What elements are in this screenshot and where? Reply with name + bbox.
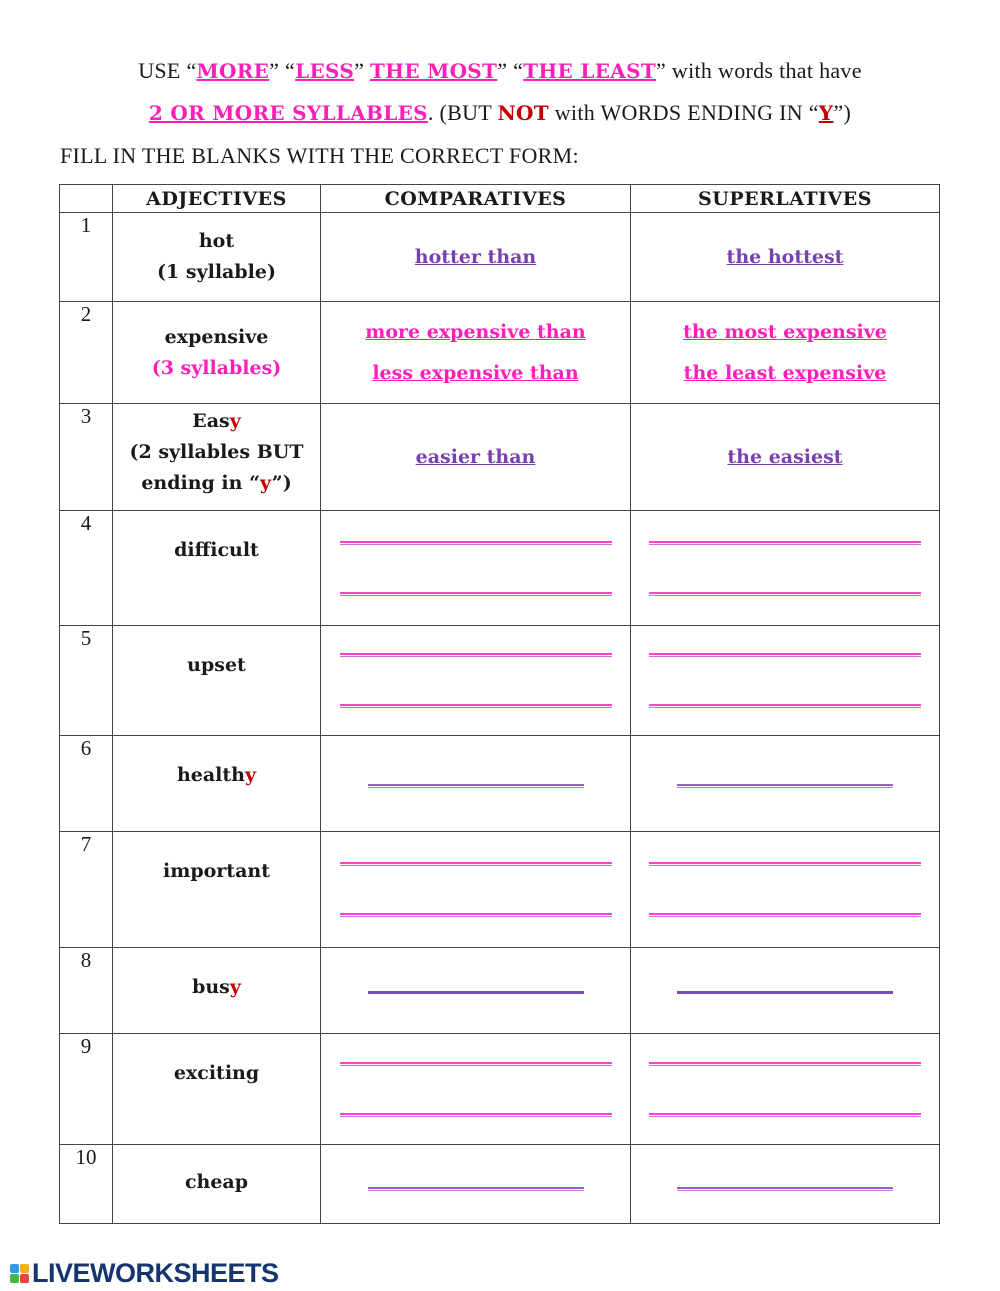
syllable-note: (1 syllable) <box>157 261 276 283</box>
adjective: busy <box>192 976 241 998</box>
comparative-cell <box>321 1145 631 1224</box>
adjective: important <box>163 860 270 882</box>
superlative-answer: the easiest <box>727 445 843 468</box>
comparative-blank-2[interactable] <box>340 592 612 596</box>
comparative-blank[interactable] <box>368 991 584 994</box>
comparative-answer: more expensive than <box>365 320 586 343</box>
logo-icon <box>10 1264 29 1283</box>
superlative-blank[interactable] <box>677 1187 893 1191</box>
table-row <box>60 302 940 404</box>
superlative-cell <box>631 1145 940 1224</box>
comparative-blank-2[interactable] <box>340 1113 612 1117</box>
comparative-blank-2[interactable] <box>340 704 612 708</box>
comparative-answer: hotter than <box>414 245 537 268</box>
row-number: 10 <box>60 1145 113 1224</box>
superlative-cell <box>631 404 940 511</box>
header-adjectives: ADJECTIVES <box>113 185 321 213</box>
keyword-the-most: THE MOST <box>369 59 498 83</box>
adjective: upset <box>187 654 246 676</box>
header-superlatives: SUPERLATIVES <box>631 185 940 213</box>
superlative-blank-2[interactable] <box>649 592 921 596</box>
row-number: 9 <box>60 1034 113 1145</box>
adjective: expensive <box>164 325 269 348</box>
comparative-cell <box>321 404 631 511</box>
superlative-cell <box>631 213 940 302</box>
adjective-cell <box>113 213 321 302</box>
adjective-cell <box>113 832 321 948</box>
adjective: Easy <box>192 410 241 432</box>
superlative-answer: the least expensive <box>683 361 887 384</box>
row-number: 6 <box>60 736 113 832</box>
adjective-cell <box>113 511 321 626</box>
comparative-cell <box>321 511 631 626</box>
comparative-cell <box>321 626 631 736</box>
comparative-cell <box>321 302 631 404</box>
adjective-cell <box>113 626 321 736</box>
comparative-cell <box>321 736 631 832</box>
row-number: 3 <box>60 404 113 511</box>
adjective: difficult <box>174 539 259 561</box>
comparative-blank[interactable] <box>368 784 584 788</box>
syllable-note: (2 syllables BUT <box>129 441 304 463</box>
superlative-answer: the most expensive <box>683 320 887 343</box>
adjective-cell <box>113 736 321 832</box>
superlative-cell <box>631 626 940 736</box>
table-row <box>60 832 940 948</box>
comparative-cell <box>321 213 631 302</box>
keyword-y: Y <box>818 101 834 125</box>
superlative-blank[interactable] <box>677 991 893 994</box>
superlative-cell <box>631 511 940 626</box>
table-row <box>60 213 940 302</box>
keyword-not: NOT <box>497 101 549 125</box>
adjective-cell <box>113 302 321 404</box>
row-number: 1 <box>60 213 113 302</box>
adjective: cheap <box>184 1171 249 1193</box>
syllable-note: ending in “y”) <box>141 472 292 494</box>
row-number: 2 <box>60 302 113 404</box>
row-number: 4 <box>60 511 113 626</box>
adjective: healthy <box>176 764 257 786</box>
table-row <box>60 736 940 832</box>
superlative-cell <box>631 302 940 404</box>
table-row <box>60 626 940 736</box>
fill-instruction: FILL IN THE BLANKS WITH THE CORRECT FORM: <box>60 143 579 168</box>
keyword-syllables: 2 OR MORE SYLLABLES <box>148 101 428 125</box>
adjective-cell <box>113 948 321 1034</box>
superlative-cell <box>631 1034 940 1145</box>
comparative-answer: easier than <box>415 445 536 468</box>
adjective: exciting <box>173 1062 260 1084</box>
header-num <box>60 185 113 213</box>
superlative-cell <box>631 948 940 1034</box>
header-comparatives: COMPARATIVES <box>321 185 631 213</box>
superlative-blank-2[interactable] <box>649 913 921 917</box>
comparative-cell <box>321 948 631 1034</box>
comparative-cell <box>321 832 631 948</box>
superlative-blank[interactable] <box>677 784 893 788</box>
instruction-line-1: USE “MORE” “LESS” THE MOST” “THE LEAST” with words that have <box>138 58 862 83</box>
superlative-blank-2[interactable] <box>649 1113 921 1117</box>
table-row <box>60 404 940 511</box>
table-row <box>60 1145 940 1224</box>
superlative-blank-2[interactable] <box>649 704 921 708</box>
table-row <box>60 1034 940 1145</box>
adjective-cell <box>113 1034 321 1145</box>
logo-text: LIVEWORKSHEETS <box>32 1257 279 1288</box>
comparative-blank-2[interactable] <box>340 913 612 917</box>
superlative-cell <box>631 832 940 948</box>
superlative-answer: the hottest <box>726 245 844 268</box>
adjective: hot <box>198 230 235 252</box>
superlative-cell <box>631 736 940 832</box>
comparative-blank[interactable] <box>368 1187 584 1191</box>
keyword-less: LESS <box>295 59 355 83</box>
keyword-the-least: THE LEAST <box>523 59 657 83</box>
keyword-more: MORE <box>196 59 270 83</box>
adjective-cell <box>113 1145 321 1224</box>
row-number: 5 <box>60 626 113 736</box>
comparative-cell <box>321 1034 631 1145</box>
table-row <box>60 511 940 626</box>
comparative-answer: less expensive than <box>372 361 579 384</box>
worksheet-table <box>59 184 940 1224</box>
instruction-line-2: 2 OR MORE SYLLABLES. (BUT NOT with WORDS ENDING IN “Y”) <box>148 100 852 125</box>
row-number: 8 <box>60 948 113 1034</box>
liveworksheets-logo <box>10 1258 279 1288</box>
adjective-cell <box>113 404 321 511</box>
row-number: 7 <box>60 832 113 948</box>
syllable-note: (3 syllables) <box>151 356 282 379</box>
table-header-row <box>60 185 940 213</box>
table-row <box>60 948 940 1034</box>
